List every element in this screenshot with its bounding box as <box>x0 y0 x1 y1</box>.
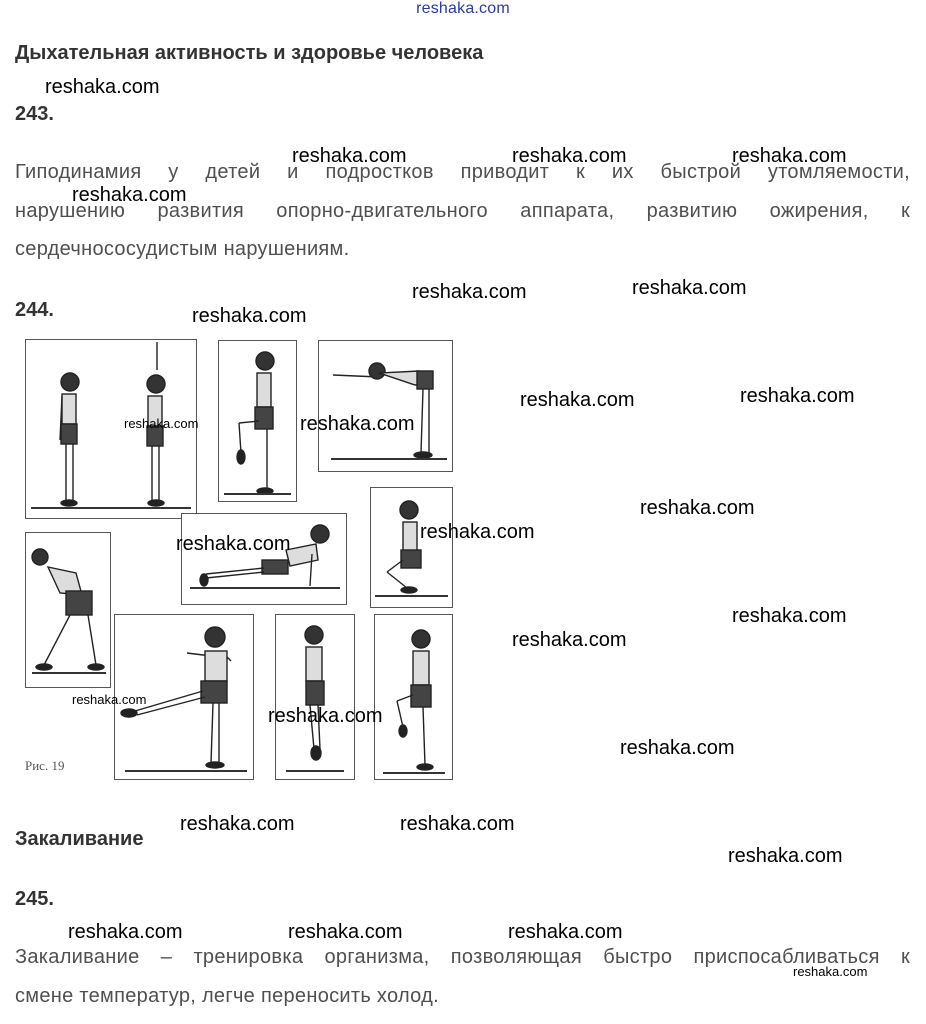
exercise-frame-push-up <box>181 513 347 605</box>
watermark: reshaka.com <box>400 813 515 835</box>
watermark: reshaka.com <box>728 845 843 867</box>
watermark: reshaka.com <box>72 184 187 206</box>
text-line: сердечнососудистым нарушениям. <box>15 238 350 260</box>
watermark: reshaka.com <box>793 964 868 979</box>
boy-knee-raise-illustration <box>219 341 296 501</box>
boy-running-illustration <box>375 615 452 779</box>
watermark: reshaka.com <box>632 277 747 299</box>
boy-push-up-illustration <box>182 514 346 604</box>
task-number-244: 244. <box>15 299 54 321</box>
exercise-frame-side-bend <box>25 532 111 688</box>
boy-forward-bend-illustration <box>319 341 452 471</box>
watermark: reshaka.com <box>292 145 407 167</box>
exercise-frame-knee-raise <box>218 340 297 502</box>
section-title-hardening: Закаливание <box>15 828 144 850</box>
watermark: reshaka.com <box>620 737 735 759</box>
watermark: reshaka.com <box>520 389 635 411</box>
watermark: reshaka.com <box>412 281 527 303</box>
site-header: reshaka.com <box>416 0 510 17</box>
watermark: reshaka.com <box>68 921 183 943</box>
boy-side-bend-illustration <box>26 533 110 687</box>
text-line: смене температур, легче переносить холод. <box>15 984 439 1007</box>
watermark: reshaka.com <box>732 605 847 627</box>
watermark: reshaka.com <box>512 629 627 651</box>
watermark: reshaka.com <box>45 76 160 98</box>
exercise-figure <box>0 330 470 790</box>
text-line: нарушению развития опорно-двигательного аппарата, развитию ожирения, к <box>15 199 910 222</box>
watermark: reshaka.com <box>512 145 627 167</box>
watermark: reshaka.com <box>124 416 199 431</box>
watermark: reshaka.com <box>740 385 855 407</box>
text-line: Гиподинамия у детей и подростков приводит к их быстрой утомляемости, <box>15 161 910 183</box>
task-number-243: 243. <box>15 103 54 125</box>
task-number-245: 245. <box>15 888 54 910</box>
exercise-frame-forward-bend <box>318 340 453 472</box>
watermark: reshaka.com <box>640 497 755 519</box>
watermark: reshaka.com <box>268 705 383 727</box>
task-243-text <box>15 153 910 269</box>
section-title-respiratory: Дыхательная активность и здоровье человека <box>15 42 484 64</box>
watermark: reshaka.com <box>732 145 847 167</box>
boy-squat-illustration <box>371 488 452 607</box>
watermark: reshaka.com <box>176 533 291 555</box>
watermark: reshaka.com <box>288 921 403 943</box>
figure-caption: Рис. 19 <box>25 758 65 773</box>
exercise-frame-running <box>374 614 453 780</box>
text-line: Закаливание – тренировка организма, позволяющая быстро приспосабливаться к <box>15 946 910 968</box>
watermark: reshaka.com <box>420 521 535 543</box>
watermark: reshaka.com <box>180 813 295 835</box>
watermark: reshaka.com <box>300 413 415 435</box>
task-245-text <box>15 938 910 1015</box>
boy-jump-illustration <box>276 615 354 779</box>
watermark: reshaka.com <box>72 692 147 707</box>
exercise-frame-jump <box>275 614 355 780</box>
watermark: reshaka.com <box>192 305 307 327</box>
exercise-frame-squat <box>370 487 453 608</box>
watermark: reshaka.com <box>508 921 623 943</box>
